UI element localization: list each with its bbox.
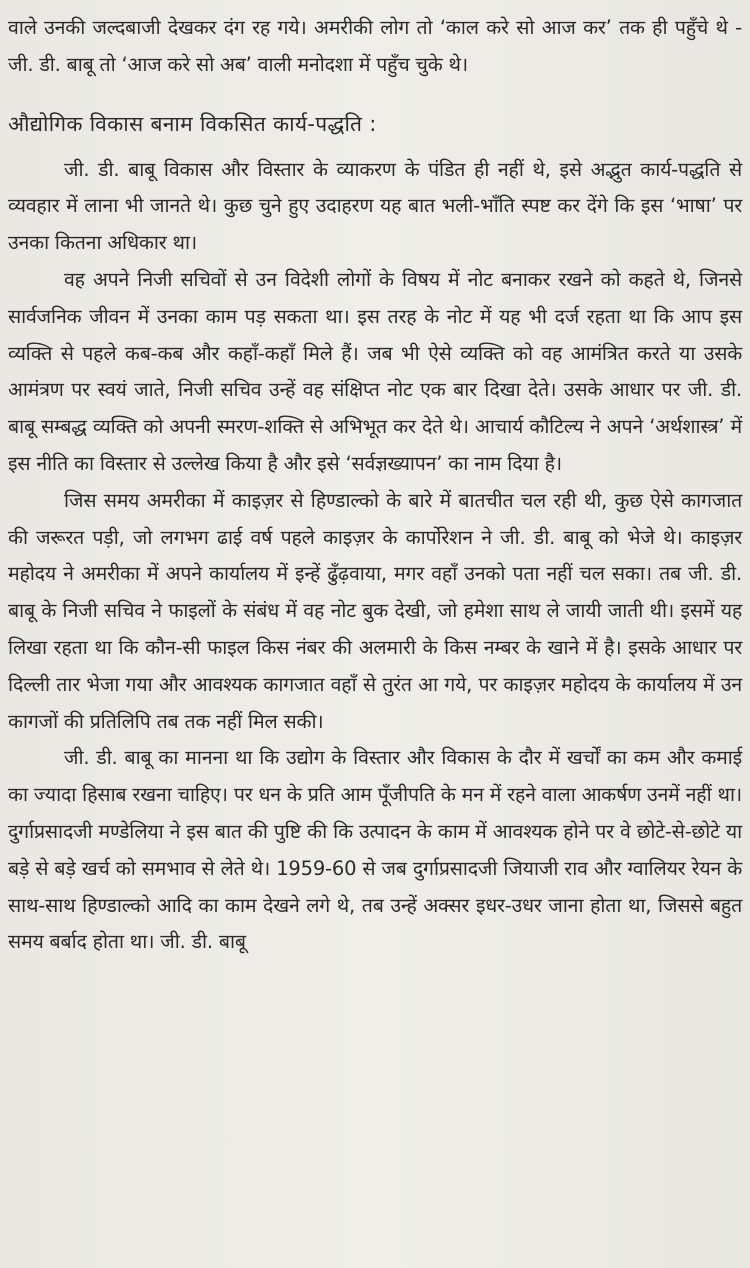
section-heading: औद्योगिक विकास बनाम विकसित कार्य-पद्धति : — [8, 111, 377, 136]
paragraph-expenses: जी. डी. बाबू का मानना था कि उद्योग के विस्तार और विकास के दौर में खर्चों का कम और कमाई का ज्यादा हिसाब रखना चाहिए। पर धन के प्रति आम पूँजीपति के मन में रहने वाला आकर्षण उनमें नहीं था। दुर्गाप्रसादजी मण्डेलिया ने इस बात की पुष्टि की कि उत्पादन के काम में आवश्यक होने पर वे छोटे-से-छोटे या बड़े से बड़े खर्च को समभाव से लेते थे। 1959-60 से जब दुर्गाप्रसादजी जियाजी राव और ग्वालियर रेयन के साथ-साथ हिण्डाल्को आदि का काम देखने लगे थे, तब उन्हें अक्सर इधर-उधर जाना होता था, जिससे बहुत समय बर्बाद होता था। जी. डी. बाबू — [8, 746, 742, 954]
paragraph-method: जी. डी. बाबू विकास और विस्तार के व्याकरण के पंडित ही नहीं थे, इसे अद्भुत कार्य-पद्धति से व्यवहार में लाना भी जानते थे। कुछ चुने हुए उदाहरण यह बात भली-भाँति स्पष्ट कर देंगे कि इस ‘भाषा’ पर उनका कितना अधिकार था। — [8, 157, 742, 255]
paragraph-notes: वह अपने निजी सचिवों से उन विदेशी लोगों के विषय में नोट बनाकर रखने को कहते थे, जिनसे सार्वजनिक जीवन में उनका काम पड़ सकता था। इस तरह के नोट में यह भी दर्ज रहता था कि आप इस व्यक्ति से पहले कब-कब और कहाँ-कहाँ मिले हैं। जब भी ऐसे व्यक्ति को वह आमंत्रित करते या उसके आमंत्रण पर स्वयं जाते, निजी सचिव उन्हें वह संक्षिप्त नोट एक बार दिखा देते। उसके आधार पर जी. डी. बाबू सम्बद्ध व्यक्ति को अपनी स्मरण-शक्ति से अभिभूत कर देते थे। आचार्य कौटिल्य ने अपने ‘अर्थशास्त्र’ में इस नीति का विस्तार से उल्लेख किया है और इसे ‘सर्वज्ञख्यापन’ का नाम दिया है। — [8, 267, 742, 475]
intro-paragraph: वाले उनकी जल्दबाजी देखकर दंग रह गये। अमरीकी लोग तो ‘काल करे सो आज कर’ तक ही पहुँचे थे - जी. डी. बाबू तो ‘आज करे सो अब’ वाली मनोदशा में पहुँच चुके थे। — [8, 16, 742, 76]
paragraph-kaiser: जिस समय अमरीका में काइज़र से हिण्डाल्को के बारे में बातचीत चल रही थी, कुछ ऐसे कागजात की जरूरत पड़ी, जो लगभग ढाई वर्ष पहले काइज़र के कार्पोरेशन ने जी. डी. बाबू को भेजे थे। काइज़र महोदय ने अमरीका में अपने कार्यालय में इन्हें ढुँढ़वाया, मगर वहाँ उनको पता नहीं चल सका। तब जी. डी. बाबू के निजी सचिव ने फाइलों के संबंध में वह नोट बुक देखी, जो हमेशा साथ ले जायी जाती थी। इसमें यह लिखा रहता था कि कौन-सी फाइल किस नंबर की अलमारी के किस नम्बर के खाने में है। इसके आधार पर दिल्ली तार भेजा गया और आवश्यक कागजात वहाँ से तुरंत आ गये, पर काइज़र महोदय के कार्यालय में उन कागजों की प्रतिलिपि तब तक नहीं मिल सकी। — [8, 488, 742, 733]
